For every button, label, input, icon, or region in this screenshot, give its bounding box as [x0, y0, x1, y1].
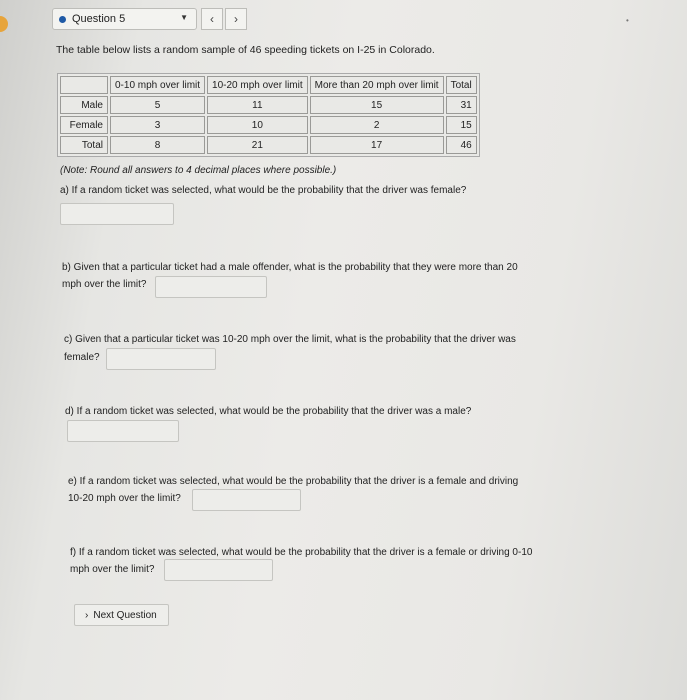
- table-cell: 5: [110, 96, 205, 114]
- table-row: [60, 136, 477, 154]
- table-header-cell: [60, 76, 108, 94]
- question-e-text-line1: e) If a random ticket was selected, what would be the probability that the driver is a female and driving: [68, 476, 519, 487]
- table-cell: 15: [446, 116, 477, 134]
- rounding-note: (Note: Round all answers to 4 decimal places where possible.): [60, 165, 337, 176]
- table-cell: 15: [310, 96, 444, 114]
- question-bullet-icon: [59, 16, 66, 23]
- chevron-left-icon: ‹: [210, 12, 214, 26]
- question-c-text-line1: c) Given that a particular ticket was 10-20 mph over the limit, what is the probability that the driver was: [64, 334, 516, 345]
- question-b-text-line2: mph over the limit?: [62, 279, 147, 290]
- table-row: [60, 96, 477, 114]
- table-header-cell: More than 20 mph over limit: [310, 76, 444, 94]
- table-row: [60, 116, 477, 134]
- table-cell: 46: [446, 136, 477, 154]
- next-question-label: Next Question: [93, 609, 157, 621]
- table-cell: 17: [310, 136, 444, 154]
- answer-d-input[interactable]: [67, 420, 179, 442]
- table-cell: Female: [60, 116, 108, 134]
- table-cell: 3: [110, 116, 205, 134]
- caret-down-icon: ▼: [180, 13, 188, 22]
- table-cell: 31: [446, 96, 477, 114]
- table-header-cell: 10-20 mph over limit: [207, 76, 308, 94]
- question-a-text: a) If a random ticket was selected, what would be the probability that the driver was female?: [60, 185, 467, 196]
- table-cell: 2: [310, 116, 444, 134]
- answer-f-input[interactable]: [164, 559, 273, 581]
- answer-a-input[interactable]: [60, 203, 174, 225]
- question-label: Question 5: [72, 13, 126, 25]
- answer-e-input[interactable]: [192, 489, 301, 511]
- question-b-text-line1: b) Given that a particular ticket had a male offender, what is the probability that they were more than 20: [62, 262, 518, 273]
- question-f-text-line1: f) If a random ticket was selected, what would be the probability that the driver is a female or driving 0-10: [70, 547, 533, 558]
- table-header-cell: Total: [446, 76, 477, 94]
- next-question-nav-button[interactable]: [225, 8, 247, 30]
- table-cell: 11: [207, 96, 308, 114]
- corner-mark: •: [626, 16, 629, 25]
- answer-b-input[interactable]: [155, 276, 267, 298]
- table-cell: 8: [110, 136, 205, 154]
- table-header-row: [60, 76, 477, 94]
- table-cell: 21: [207, 136, 308, 154]
- table-cell: 10: [207, 116, 308, 134]
- chevron-right-icon: ›: [85, 609, 89, 621]
- question-select[interactable]: [52, 8, 197, 30]
- question-d-text: d) If a random ticket was selected, what would be the probability that the driver was a male?: [65, 406, 472, 417]
- question-c-text-line2: female?: [64, 352, 100, 363]
- question-e-text-line2: 10-20 mph over the limit?: [68, 493, 181, 504]
- question-f-text-line2: mph over the limit?: [70, 564, 155, 575]
- next-question-button[interactable]: [74, 604, 169, 626]
- table-header-cell: 0-10 mph over limit: [110, 76, 205, 94]
- intro-text: The table below lists a random sample of 46 speeding tickets on I-25 in Colorado.: [56, 44, 435, 56]
- table-cell: Male: [60, 96, 108, 114]
- tickets-table: [57, 73, 480, 157]
- table-cell: Total: [60, 136, 108, 154]
- chevron-right-icon: ›: [234, 12, 238, 26]
- answer-c-input[interactable]: [106, 348, 216, 370]
- prev-question-button[interactable]: [201, 8, 223, 30]
